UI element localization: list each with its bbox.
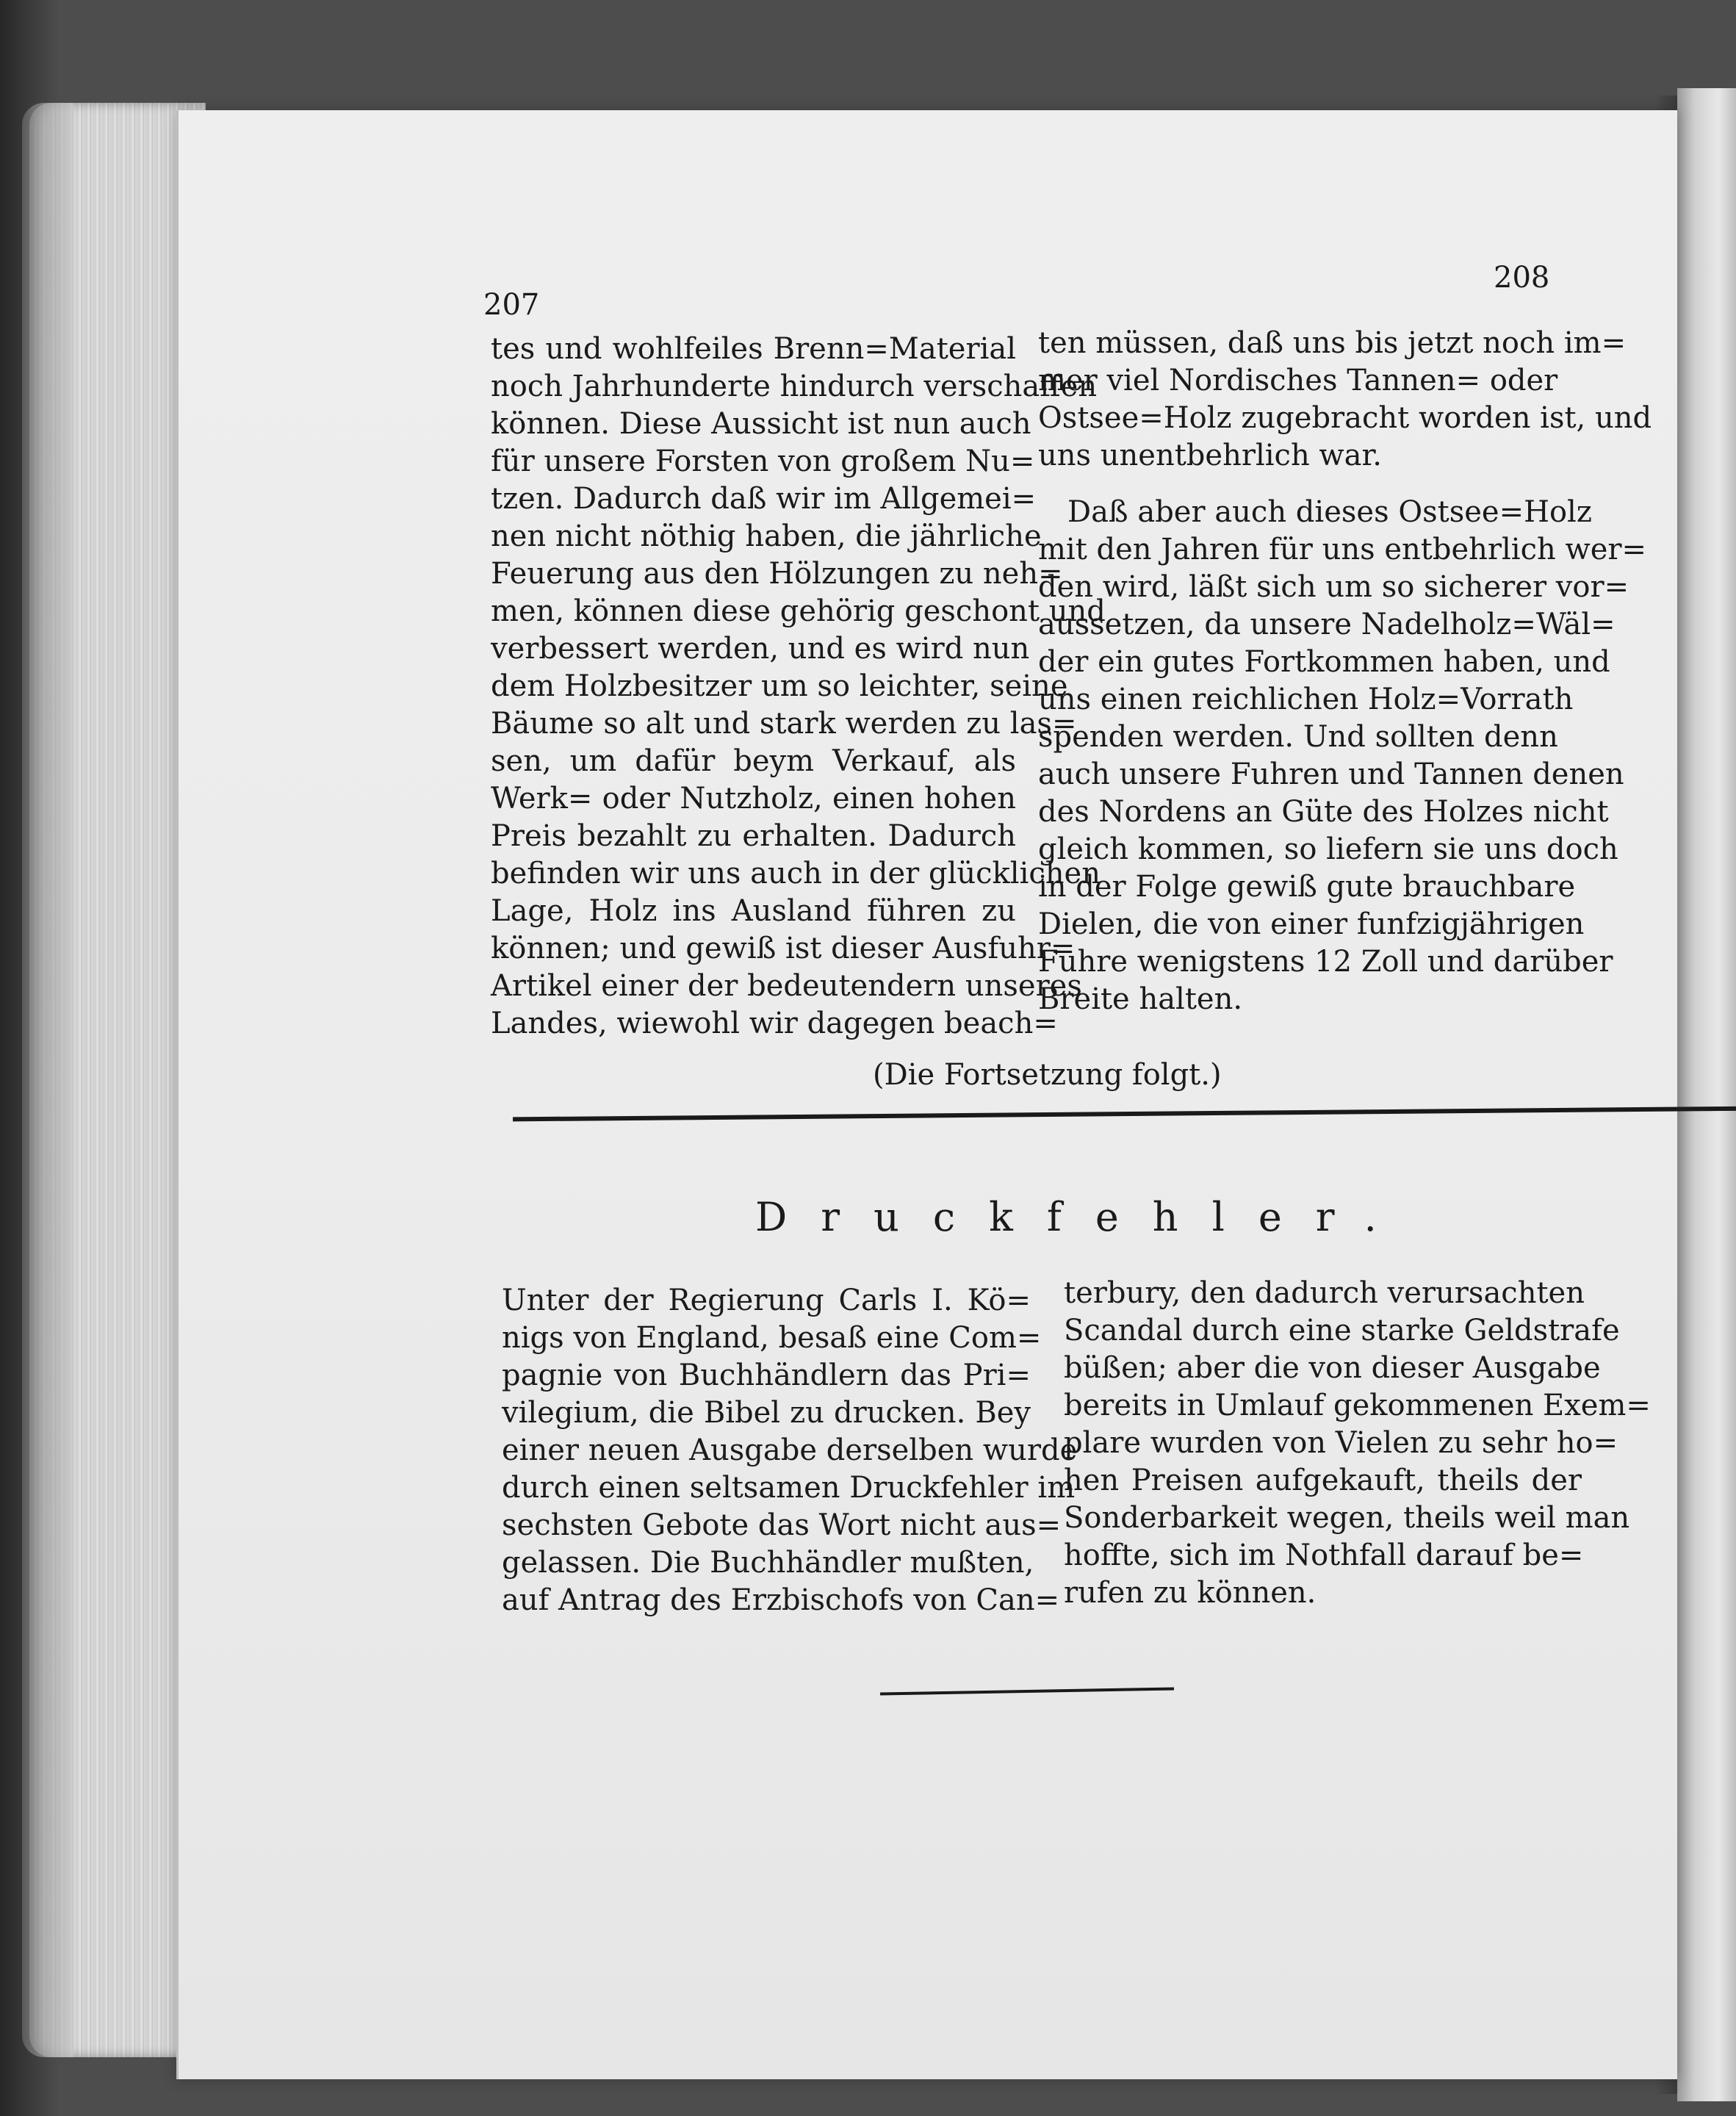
text-line: auch unsere Fuhren und Tannen denen <box>1038 757 1624 791</box>
text-line: Breite halten. <box>1038 982 1243 1016</box>
closing-divider <box>880 1688 1174 1696</box>
text-line: können. Diese Aussicht ist nun auch <box>491 407 1031 441</box>
text-line: noch Jahrhunderte hindurch verschaffen <box>491 370 1098 403</box>
text-line: uns unentbehrlich war. <box>1038 439 1382 472</box>
text-line: Landes, wiewohl wir dagegen beach= <box>491 1007 1058 1040</box>
text-line: tzen. Dadurch daß wir im Allgemei= <box>491 482 1037 516</box>
facing-page-edge <box>1677 88 1736 2101</box>
text-line: tes und wohlfeiles Brenn=Material <box>491 332 1016 366</box>
text-line: Preis bezahlt zu erhalten. Dadurch <box>491 819 1016 853</box>
text-line: Lage, Holz ins Ausland führen zu <box>491 894 1016 928</box>
text-line: Daß aber auch dieses Ostsee=Holz <box>1067 495 1592 529</box>
text-line: des Nordens an Güte des Holzes nicht <box>1038 795 1609 829</box>
article-left-column <box>491 331 1106 1043</box>
page-number-left: 207 <box>483 288 540 322</box>
text-line: büßen; aber die von dieser Ausgabe <box>1064 1351 1601 1385</box>
text-line: einer neuen Ausgabe derselben wurde <box>502 1433 1078 1467</box>
section-heading: Druckfehler. <box>755 1194 1411 1240</box>
text-line: Unter der Regierung Carls I. Kö= <box>502 1284 1031 1317</box>
text-line: Werk= oder Nutzholz, einen hohen <box>491 782 1016 816</box>
text-line: verbessert werden, und es wird nun <box>491 632 1030 666</box>
text-line: Fuhre wenigstens 12 Zoll und darüber <box>1038 945 1613 979</box>
text-line: terbury, den dadurch verursachten <box>1064 1276 1585 1310</box>
text-line: plare wurden von Vielen zu sehr ho= <box>1064 1426 1618 1460</box>
text-line: Dielen, die von einer funfzigjährigen <box>1038 907 1585 941</box>
section-divider <box>513 1106 1736 1122</box>
text-line: mit den Jahren für uns entbehrlich wer= <box>1038 533 1647 566</box>
continuation-note: (Die Fortsetzung folgt.) <box>873 1058 1222 1092</box>
druckfehler-right-column <box>1064 1275 1651 1612</box>
text-line: Bäume so alt und stark werden zu las= <box>491 707 1077 741</box>
text-line: dem Holzbesitzer um so leichter, seine <box>491 669 1068 703</box>
text-line: in der Folge gewiß gute brauchbare <box>1038 870 1576 904</box>
text-line: pagnie von Buchhändlern das Pri= <box>502 1359 1031 1392</box>
text-line: der ein gutes Fortkommen haben, und <box>1038 645 1610 679</box>
text-line: können; und gewiß ist dieser Ausfuhr= <box>491 932 1076 965</box>
text-line: nigs von England, besaß eine Com= <box>502 1321 1042 1355</box>
book-page <box>176 110 1677 2079</box>
text-line: Feuerung aus den Hölzungen zu neh= <box>491 557 1063 591</box>
text-line: Scandal durch eine starke Geldstrafe <box>1064 1314 1620 1347</box>
text-line: ten müssen, daß uns bis jetzt noch im= <box>1038 326 1627 360</box>
text-line: nen nicht nöthig haben, die jährliche <box>491 519 1042 553</box>
text-line: befinden wir uns auch in der glücklichen <box>491 857 1101 890</box>
text-line: sechsten Gebote das Wort nicht aus= <box>502 1508 1062 1542</box>
text-line: aussetzen, da unsere Nadelholz=Wäl= <box>1038 608 1616 641</box>
text-line: sen, um dafür beym Verkauf, als <box>491 744 1016 778</box>
text-line: rufen zu können. <box>1064 1576 1317 1610</box>
text-line: uns einen reichlichen Holz=Vorrath <box>1038 683 1574 716</box>
text-line: mer viel Nordisches Tannen= oder <box>1038 364 1558 397</box>
text-line: spenden werden. Und sollten denn <box>1038 720 1558 754</box>
text-line: bereits in Umlauf gekommenen Exem= <box>1064 1389 1651 1422</box>
text-line: hoffte, sich im Nothfall darauf be= <box>1064 1539 1584 1572</box>
page-number-right: 208 <box>1494 261 1550 295</box>
text-line: Sonderbarkeit wegen, theils weil man <box>1064 1501 1630 1535</box>
text-line: vilegium, die Bibel zu drucken. Bey <box>502 1396 1031 1430</box>
text-line: den wird, läßt sich um so sicherer vor= <box>1038 570 1629 604</box>
text-line: gelassen. Die Buchhändler mußten, <box>502 1546 1034 1580</box>
druckfehler-left-column <box>502 1282 1078 1619</box>
text-line: Ostsee=Holz zugebracht worden ist, und <box>1038 401 1652 435</box>
text-line: hen Preisen aufgekauft, theils der <box>1064 1464 1582 1497</box>
text-line: Artikel einer der bedeutendern unseres <box>491 969 1082 1003</box>
text-line: auf Antrag des Erzbischofs von Can= <box>502 1583 1060 1617</box>
text-line: durch einen seltsamen Druckfehler im <box>502 1471 1076 1505</box>
text-line: men, können diese gehörig geschont und <box>491 594 1106 628</box>
text-line: gleich kommen, so liefern sie uns doch <box>1038 832 1618 866</box>
text-line: für unsere Forsten von großem Nu= <box>491 445 1035 478</box>
article-right-column <box>1038 325 1652 1018</box>
